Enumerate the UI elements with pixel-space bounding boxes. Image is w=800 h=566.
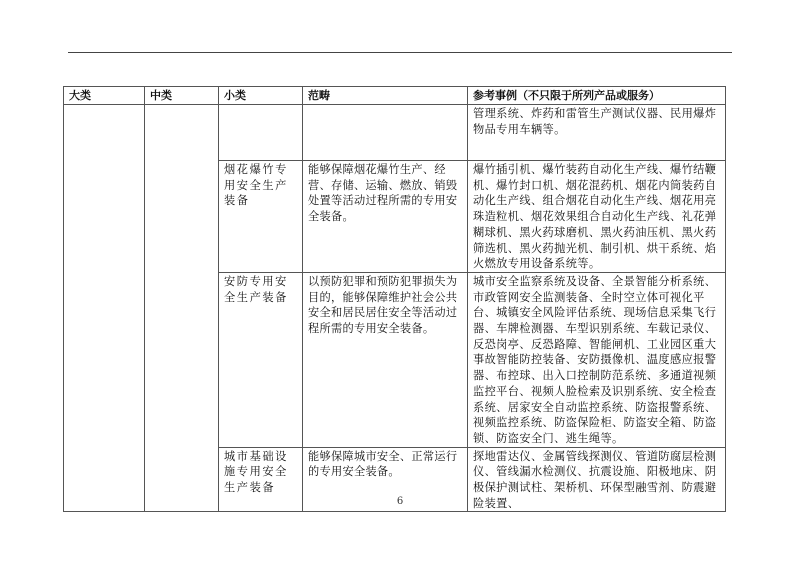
header-scope: 范畴	[303, 87, 468, 105]
middle-category-cell	[145, 105, 219, 512]
scope-cell: 以预防犯罪和预防犯罪损失为目的，能够保障维护社会公共安全和居民居住安全等活动过程所需的专用安全装备。	[303, 272, 468, 447]
minor-category-cell: 安防专用安全生产装备	[219, 272, 303, 447]
major-category-cell	[64, 105, 145, 512]
minor-category-cell: 烟花爆竹专用安全生产装备	[219, 161, 303, 273]
scope-cell: 能够保障城市安全、正常运行的专用安全装备。	[303, 447, 468, 512]
scope-cell	[303, 105, 468, 161]
examples-cell: 探地雷达仪、金属管线探测仪、管道防腐层检测仪、管线漏水检测仪、抗震设施、阳极地床、阴极保护测试柱、架桥机、环保型融雪剂、防震避险装置、	[468, 447, 726, 512]
header-examples: 参考事例（不只限于所列产品或服务）	[468, 87, 726, 105]
examples-cell: 城市安全监察系统及设备、全景智能分析系统、市政管网安全监测装备、全时空立体可视化平台、城镇安全风险评估系统、现场信息采集飞行器、车牌检测器、车型识别系统、车载记录仪、反恐岗亭、反恐路障、智能闸机、工业园区重大事故智能防控装备、安防摄像机、温度感应报警器、布控球、出入口控制防范系统、多通道视频监控平台、视频人脸检索及识别系统、安全检查系统、居家安全自动监控系统、防盗报警系统、视频监控系统、防盗保险柜、防盗安全箱、防盗锁、防盗安全门、逃生绳等。	[468, 272, 726, 447]
examples-cell: 管理系统、炸药和雷管生产测试仪器、民用爆炸物品专用车辆等。	[468, 105, 726, 161]
table-header-row	[64, 87, 726, 105]
examples-cell: 爆竹插引机、爆竹装药自动化生产线、爆竹结鞭机、爆竹封口机、烟花混药机、烟花内筒装药自动化生产线、组合烟花自动化生产线、烟花用亮珠造粒机、烟花效果组合自动化生产线、礼花弹糊球机、黑火药球磨机、黑火药油压机、黑火药筛选机、黑火药抛光机、制引机、烘干系统、焰火燃放专用设备系统等。	[468, 161, 726, 273]
header-rule	[68, 52, 732, 53]
header-minor-category: 小类	[219, 87, 303, 105]
header-major-category: 大类	[64, 87, 145, 105]
page-number: 6	[396, 496, 404, 507]
minor-category-cell: 城市基础设施专用安全生产装备	[219, 447, 303, 512]
scope-cell: 能够保障烟花爆竹生产、经营、存储、运输、燃放、销毁处置等活动过程所需的专用安全装备。	[303, 161, 468, 273]
minor-category-cell	[219, 105, 303, 161]
equipment-classification-table	[63, 86, 726, 512]
table-row	[64, 105, 726, 161]
header-middle-category: 中类	[145, 87, 219, 105]
